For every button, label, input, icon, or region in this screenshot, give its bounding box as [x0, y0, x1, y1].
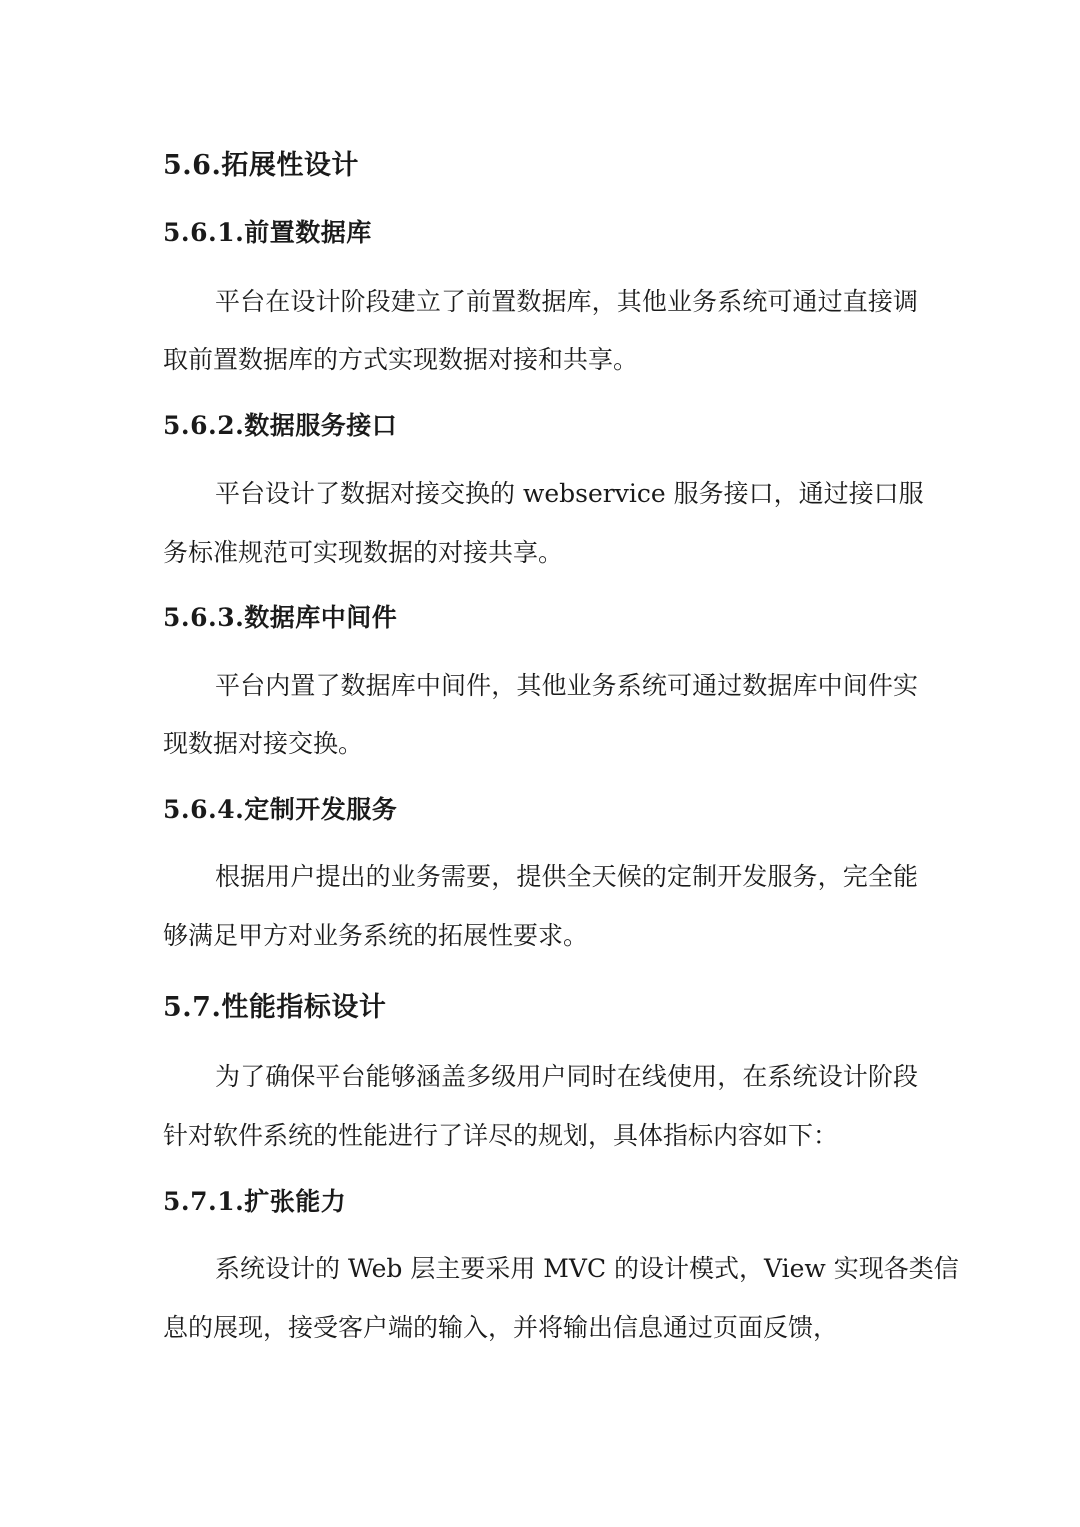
paragraph-line: 根据用户提出的业务需要，提供全天候的定制开发服务，完全能: [215, 862, 918, 891]
paragraph-line: 息的展现，接受客户端的输入，并将输出信息通过页面反馈，: [163, 1313, 839, 1342]
paragraph-line: 现数据对接交换。: [163, 729, 364, 758]
paragraph-line: 够满足甲方对业务系统的拓展性要求。: [163, 921, 589, 950]
paragraph-line: 务标准规范可实现数据的对接共享。: [163, 538, 564, 567]
section-heading-5-6-2: 5.6.2.数据服务接口: [163, 411, 398, 440]
section-heading-5-6: 5.6.拓展性设计: [163, 150, 359, 181]
paragraph-line: 为了确保平台能够涵盖多级用户同时在线使用，在系统设计阶段: [215, 1062, 918, 1091]
paragraph-line: 针对软件系统的性能进行了详尽的规划，具体指标内容如下：: [163, 1121, 839, 1150]
section-heading-5-7-1: 5.7.1.扩张能力: [163, 1187, 347, 1216]
section-heading-5-6-1: 5.6.1.前置数据库: [163, 218, 372, 247]
paragraph-line: 平台内置了数据库中间件，其他业务系统可通过数据库中间件实: [215, 671, 918, 700]
section-heading-5-7: 5.7.性能指标设计: [163, 992, 387, 1023]
section-heading-5-6-3: 5.6.3.数据库中间件: [163, 603, 398, 632]
paragraph-line: 平台设计了数据对接交换的 webservice 服务接口，通过接口服: [215, 479, 924, 508]
paragraph-line: 取前置数据库的方式实现数据对接和共享。: [163, 345, 639, 374]
paragraph-line: 平台在设计阶段建立了前置数据库，其他业务系统可通过直接调: [215, 287, 918, 316]
paragraph-line: 系统设计的 Web 层主要采用 MVC 的设计模式，View 实现各类信: [215, 1254, 959, 1283]
section-heading-5-6-4: 5.6.4.定制开发服务: [163, 795, 398, 824]
